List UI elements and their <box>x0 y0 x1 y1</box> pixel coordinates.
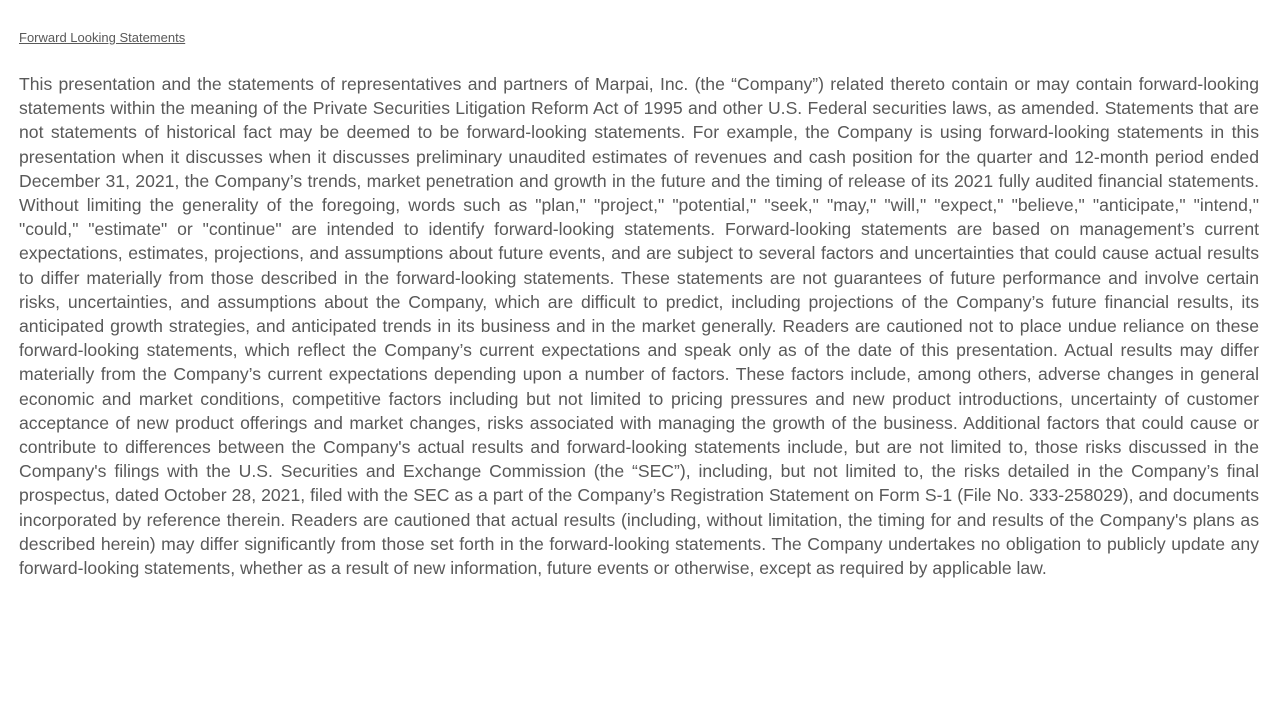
section-heading: Forward Looking Statements <box>19 30 186 45</box>
disclaimer-paragraph: This presentation and the statements of representatives and partners of Marpai, Inc. (the “Company”) related thereto contain or may contain forward-looking statements within the meaning of the Private Securities Litigation Reform Act of 1995 and other U.S. Federal securities laws, as amended. Statements that are not statements of historical fact may be deemed to be forward-looking statements. For example, the Company is using forward-looking statements in this presentation when it discusses when it discusses preliminary unaudited estimates of revenues and cash position for the quarter and 12-month period ended December 31, 2021, the Company’s trends, market penetration and growth in the future and the timing of release of its 2021 fully audited financial statements. Without limiting the generality of the foregoing, words such as "plan," "project," "potential," "seek," "may," "will," "expect," "believe," "anticipate," "intend," "could," "estimate" or "continue" are intended to identify forward-looking statements. Forward-looking statements are based on management’s current expectations, estimates, projections, and assumptions about future events, and are subject to several factors and uncertainties that could cause actual results to differ materially from those described in the forward-looking statements. These statements are not guarantees of future performance and involve certain risks, uncertainties, and assumptions about the Company, which are difficult to predict, including projections of the Company’s future financial results, its anticipated growth strategies, and anticipated trends in its business and in the market generally. Readers are cautioned not to place undue reliance on these forward-looking statements, which reflect the Company’s current expectations and speak only as of the date of this presentation. Actual results may differ materially from the Company’s current expectations depending upon a number of factors. These factors include, among others, adverse changes in general economic and market conditions, competitive factors including but not limited to pricing pressures and new product introductions, uncertainty of customer acceptance of new product offerings and market changes, risks associated with managing the growth of the business. Additional factors that could cause or contribute to differences between the Company's actual results and forward-looking statements include, but are not limited to, those risks discussed in the Company's filings with the U.S. Securities and Exchange Commission (the “SEC”), including, but not limited to, the risks detailed in the Company’s final prospectus, dated October 28, 2021, filed with the SEC as a part of the Company’s Registration Statement on Form S-1 (File No. 333-258029), and documents incorporated by reference therein. Readers are cautioned that actual results (including, without limitation, the timing for and results of the Company's plans as described herein) may differ significantly from those set forth in the forward-looking statements. The Company undertakes no obligation to publicly update any forward-looking statements, whether as a result of new information, future events or otherwise, except as required by applicable law. <box>19 74 1259 579</box>
